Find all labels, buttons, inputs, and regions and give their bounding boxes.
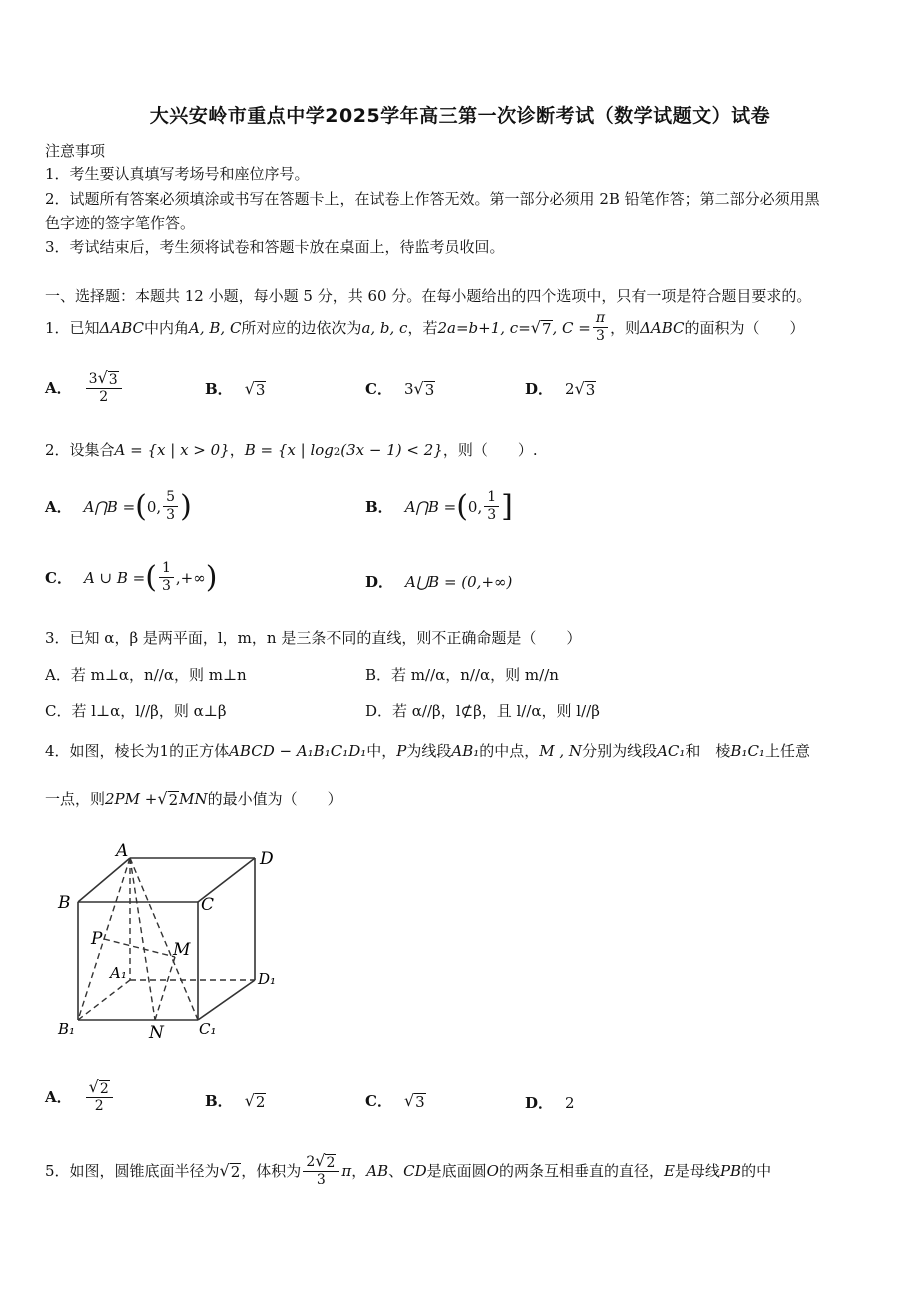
q2-option-c[interactable]: C． A ∪ B = ( $\frac{1}{3}$ ,+∞ ) <box>45 559 218 595</box>
q4-option-b[interactable]: B． √ 2 <box>205 1091 266 1111</box>
segment-pm <box>104 939 175 957</box>
label-n: N <box>149 1023 164 1043</box>
segment-ac1 <box>130 858 198 1020</box>
q1-text: ，则 <box>610 319 641 337</box>
q1-math: 2a=b+1, c= <box>437 318 531 337</box>
fraction: $\frac{\pi}{3}$ <box>593 310 608 345</box>
segment-mn <box>155 957 175 1020</box>
q3-option-b[interactable]: B．若 m//α，n//α，则 m//n <box>365 666 559 684</box>
q4-option-c[interactable]: C． √ 3 <box>365 1091 425 1111</box>
q2-option-d[interactable]: D． A⋃B = (0,+∞) <box>365 572 513 591</box>
cube-edge <box>198 980 255 1020</box>
q1-text: 的面积为（ ） <box>684 319 805 337</box>
cube-edge <box>78 858 130 902</box>
label-b: B <box>58 893 71 913</box>
page-title: 大兴安岭市重点中学2025学年高三第一次诊断考试（数学试题文）试卷 <box>149 105 771 127</box>
label-c1: C₁ <box>199 1020 217 1038</box>
segment-an <box>130 858 155 1020</box>
question-4-stem-line2: 一点，则 2PM + √ 2 MN 的最小值为（ ） <box>45 789 343 809</box>
q3-option-c[interactable]: C．若 l⊥α，l//β，则 α⊥β <box>45 702 227 720</box>
notice-item: 3．考试结束后，考生须将试卷和答题卡放在桌面上，待监考员收回。 <box>45 238 505 256</box>
q4-option-a[interactable]: A． √ 2 2 <box>45 1078 115 1115</box>
q1-math: ΔABC <box>99 318 144 337</box>
question-4-stem: 4．如图，棱长为1的正方体 ABCD − A₁B₁C₁D₁ 中， P 为线段 AB₁ 的中点， M , N 分别为线段 AC₁ 和 棱 B₁C₁ 上任意 <box>45 742 810 760</box>
notice-item: 色字迹的签字笔作答。 <box>45 214 196 232</box>
q1-option-b[interactable]: B． √ 3 <box>205 379 266 399</box>
label-c: C <box>201 895 215 915</box>
cube-figure <box>50 840 290 1050</box>
q1-math: A, B, C <box>189 318 242 337</box>
question-3-stem: 3．已知 α，β 是两平面，l，m，n 是三条不同的直线，则不正确命题是（ ） <box>45 629 582 647</box>
sqrt: √ 7 <box>530 318 552 338</box>
label-d1: D₁ <box>258 970 277 988</box>
q1-option-d[interactable]: D． 2 √ 3 <box>525 379 596 399</box>
label-m: M <box>173 940 191 960</box>
hidden-edge <box>78 980 130 1020</box>
notice-item: 1．考生要认真填写考场号和座位序号。 <box>45 165 310 183</box>
notice-heading: 注意事项 <box>45 142 106 160</box>
notice-item: 2．试题所有答案必须填涂或书写在答题卡上，在试卷上作答无效。第一部分必须用 2B 铅笔作答；第二部分必须用黑 <box>45 190 820 208</box>
q1-math: ΔABC <box>640 318 685 337</box>
label-a: A <box>116 841 129 861</box>
question-5-stem: 5．如图，圆锥底面半径为 √ 2 ，体积为 2 √ 2 3 π ， AB 、 CD 是底面圆 O 的两条互相垂直的直径， E 是母线 PB 的中 <box>45 1151 772 1188</box>
q1-option-c[interactable]: C． 3 √ 3 <box>365 379 435 399</box>
q4-option-d[interactable]: D． 2 <box>525 1093 575 1112</box>
q1-text: 中内角 <box>144 319 190 337</box>
q3-option-d[interactable]: D．若 α//β，l⊄β，且 l//α，则 l//β <box>365 702 600 720</box>
q2-option-a[interactable]: A． A⋂B = ( 0, $\frac{5}{3}$ ) <box>45 488 192 524</box>
label-b1: B₁ <box>58 1020 76 1038</box>
q1-text: 所对应的边依次为 <box>241 319 362 337</box>
question-1-stem <box>45 310 805 345</box>
q1-text: ，若 <box>407 319 438 337</box>
q1-math: a, b, c <box>361 318 408 337</box>
question-2-stem: 2．设集合 A = {x | x > 0} ， B = {x | log 2 (3x − 1) < 2} ，则（ ）. <box>45 441 538 459</box>
q1-text: 1．已知 <box>45 319 100 337</box>
label-a1: A₁ <box>110 964 127 982</box>
section-heading: 一、选择题：本题共 12 小题，每小题 5 分，共 60 分。在每小题给出的四个选项中，只有一项是符合题目要求的。 <box>45 287 812 305</box>
label-p: P <box>91 929 103 949</box>
q1-option-a[interactable]: A． 3 √ 3 2 <box>45 369 124 406</box>
label-d: D <box>260 849 274 869</box>
q2-option-b[interactable]: B． A⋂B = ( 0, $\frac{1}{3}$ ] <box>365 488 513 524</box>
q1-math: , C = <box>552 318 591 337</box>
q3-option-a[interactable]: A．若 m⊥α，n//α，则 m⊥n <box>45 666 247 684</box>
